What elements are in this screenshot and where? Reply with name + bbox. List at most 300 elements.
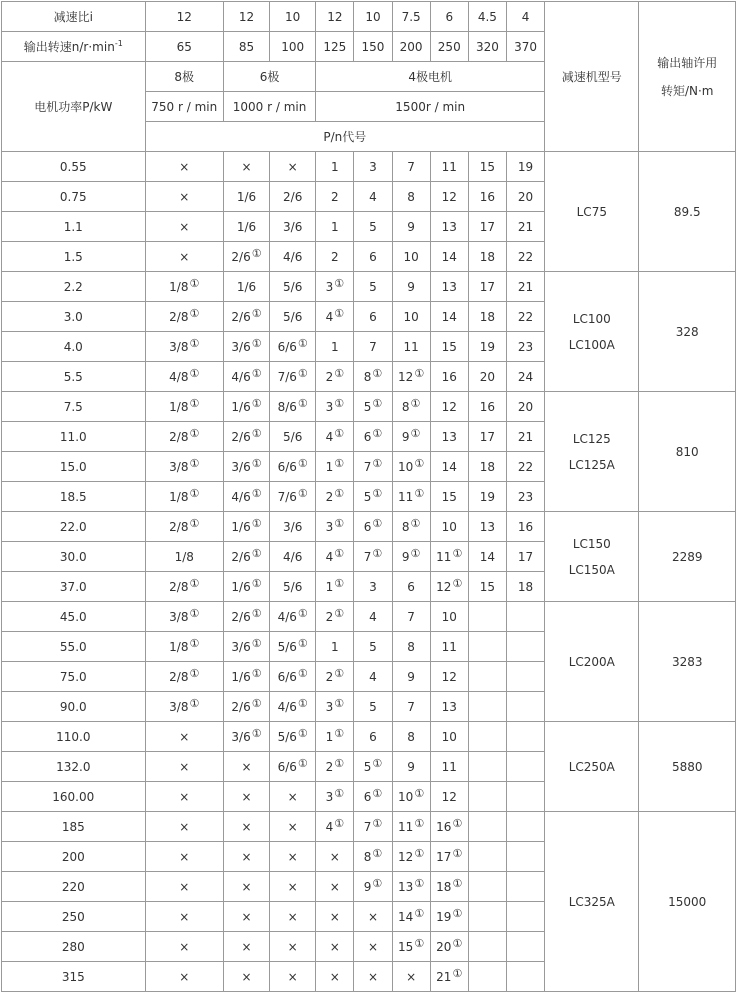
code-cell xyxy=(316,422,354,452)
code-cell xyxy=(270,362,316,392)
code-cell xyxy=(392,362,430,392)
code-value: 1 xyxy=(325,459,334,474)
footnote-mark: ① xyxy=(334,516,345,530)
code-cell xyxy=(145,512,223,542)
code-value: 12 xyxy=(398,369,414,384)
footnote-mark: ① xyxy=(189,696,200,710)
code-cell: × xyxy=(270,902,316,932)
power-cell: 132.0 xyxy=(2,752,146,782)
code-cell xyxy=(506,632,544,662)
table-body xyxy=(2,2,736,992)
speed-label xyxy=(2,32,146,62)
model-cell xyxy=(545,512,639,602)
code-cell xyxy=(506,902,544,932)
code-value: 2/8 xyxy=(169,309,189,324)
footnote-mark: ① xyxy=(297,606,308,620)
table-row xyxy=(2,812,736,842)
code-value: 6/6 xyxy=(277,759,297,774)
code-cell: 15 xyxy=(430,332,468,362)
code-cell xyxy=(354,452,392,482)
footnote-mark: ① xyxy=(189,396,200,410)
code-cell xyxy=(316,662,354,692)
code-cell: × xyxy=(145,962,223,992)
model-name: LC250A xyxy=(568,759,615,774)
code-cell xyxy=(468,962,506,992)
code-cell xyxy=(354,782,392,812)
code-cell xyxy=(506,932,544,962)
footnote-mark: ① xyxy=(189,516,200,530)
footnote-mark: ① xyxy=(189,336,200,350)
code-value: 2 xyxy=(325,609,334,624)
power-cell: 0.75 xyxy=(2,182,146,212)
code-cell: 6 xyxy=(354,242,392,272)
code-value: 12 xyxy=(398,849,414,864)
code-cell xyxy=(270,392,316,422)
code-cell: 5 xyxy=(354,632,392,662)
code-value: 4/6 xyxy=(277,699,297,714)
code-cell xyxy=(316,392,354,422)
code-cell xyxy=(270,692,316,722)
code-cell: 3/6 xyxy=(270,512,316,542)
code-cell: 18 xyxy=(468,242,506,272)
code-cell xyxy=(354,812,392,842)
code-value: 11 xyxy=(436,549,452,564)
code-value: 8 xyxy=(401,519,410,534)
code-cell: 10 xyxy=(430,512,468,542)
footnote-mark: ① xyxy=(251,306,262,320)
footnote-mark: ① xyxy=(452,546,463,560)
footnote-mark: ① xyxy=(334,666,345,680)
power-cell: 2.2 xyxy=(2,272,146,302)
code-value: 1/8 xyxy=(169,279,189,294)
code-cell xyxy=(354,392,392,422)
code-cell: 2 xyxy=(316,182,354,212)
code-cell: 4 xyxy=(354,662,392,692)
code-cell xyxy=(223,452,269,482)
code-cell: × xyxy=(145,212,223,242)
code-cell xyxy=(223,692,269,722)
model-cell xyxy=(545,272,639,392)
code-cell xyxy=(145,452,223,482)
code-value: 3 xyxy=(325,699,334,714)
code-cell xyxy=(506,722,544,752)
power-cell: 45.0 xyxy=(2,602,146,632)
code-value: 4 xyxy=(325,429,334,444)
code-value: 2/8 xyxy=(169,429,189,444)
code-cell: × xyxy=(354,962,392,992)
code-value: 4 xyxy=(325,549,334,564)
code-cell: × xyxy=(145,242,223,272)
code-value: 2/8 xyxy=(169,519,189,534)
code-cell xyxy=(223,332,269,362)
code-cell xyxy=(316,572,354,602)
code-cell: × xyxy=(270,782,316,812)
code-cell xyxy=(145,602,223,632)
power-label: 电机功率P/kW xyxy=(2,62,146,152)
code-cell: 17 xyxy=(468,212,506,242)
code-value: 11 xyxy=(398,489,414,504)
footnote-mark: ① xyxy=(297,396,308,410)
code-cell: × xyxy=(316,932,354,962)
code-value: 1/6 xyxy=(231,399,251,414)
code-cell: 19 xyxy=(468,332,506,362)
code-value: 3/8 xyxy=(169,339,189,354)
code-value: 1/8 xyxy=(169,489,189,504)
footnote-mark: ① xyxy=(251,636,262,650)
footnote-mark: ① xyxy=(334,696,345,710)
code-cell xyxy=(270,332,316,362)
code-cell: 13 xyxy=(430,212,468,242)
table-row xyxy=(2,272,736,302)
code-cell: 6 xyxy=(354,722,392,752)
code-cell xyxy=(316,452,354,482)
ratio-cell: 4 xyxy=(506,2,544,32)
code-cell: 7 xyxy=(354,332,392,362)
ratio-cell: 7.5 xyxy=(392,2,430,32)
code-cell xyxy=(145,392,223,422)
code-cell xyxy=(430,902,468,932)
code-cell xyxy=(270,632,316,662)
speed-cell: 370 xyxy=(506,32,544,62)
footnote-mark: ① xyxy=(189,636,200,650)
code-cell: 1/8 xyxy=(145,542,223,572)
code-value: 6 xyxy=(363,429,372,444)
footnote-mark: ① xyxy=(372,816,383,830)
footnote-mark: ① xyxy=(297,726,308,740)
code-cell: 4/6 xyxy=(270,542,316,572)
code-cell xyxy=(468,872,506,902)
code-value: 7/6 xyxy=(277,489,297,504)
power-cell: 4.0 xyxy=(2,332,146,362)
table-row xyxy=(2,512,736,542)
code-value: 3 xyxy=(325,279,334,294)
code-cell xyxy=(316,692,354,722)
code-cell xyxy=(468,722,506,752)
model-name: LC125 xyxy=(572,431,611,446)
footnote-mark: ① xyxy=(297,366,308,380)
model-name: LC200A xyxy=(568,654,615,669)
code-cell xyxy=(354,512,392,542)
ratio-cell: 10 xyxy=(270,2,316,32)
footnote-mark: ① xyxy=(251,246,262,260)
footnote-mark: ① xyxy=(452,966,463,980)
code-value: 3/8 xyxy=(169,609,189,624)
code-cell: × xyxy=(145,152,223,182)
footnote-mark: ① xyxy=(297,486,308,500)
code-cell xyxy=(145,692,223,722)
code-cell xyxy=(354,842,392,872)
model-cell xyxy=(545,152,639,272)
code-cell xyxy=(354,872,392,902)
code-value: 2/6 xyxy=(231,609,251,624)
table-row xyxy=(2,602,736,632)
code-cell: 11 xyxy=(392,332,430,362)
model-name: LC100A xyxy=(568,337,615,352)
code-value: 8 xyxy=(363,849,372,864)
ratio-cell: 6 xyxy=(430,2,468,32)
code-value: 2/6 xyxy=(231,429,251,444)
code-value: 16 xyxy=(436,819,452,834)
power-cell: 185 xyxy=(2,812,146,842)
code-cell: 14 xyxy=(430,302,468,332)
code-cell: × xyxy=(223,152,269,182)
speed-label-text: 输出转速n/r·min xyxy=(23,39,115,54)
code-cell: × xyxy=(223,812,269,842)
code-cell: 1 xyxy=(316,332,354,362)
torque-cell: 2289 xyxy=(639,512,736,602)
code-cell xyxy=(145,362,223,392)
code-value: 2/6 xyxy=(231,549,251,564)
footnote-mark: ① xyxy=(297,636,308,650)
model-name: LC125A xyxy=(568,457,615,472)
code-cell xyxy=(145,332,223,362)
footnote-mark: ① xyxy=(414,816,425,830)
code-cell xyxy=(392,932,430,962)
code-cell: 5/6 xyxy=(270,302,316,332)
code-cell: × xyxy=(145,812,223,842)
code-value: 2/6 xyxy=(231,699,251,714)
footnote-mark: ① xyxy=(414,846,425,860)
power-cell: 15.0 xyxy=(2,452,146,482)
code-cell xyxy=(392,422,430,452)
footnote-mark: ① xyxy=(372,426,383,440)
footnote-mark: ① xyxy=(452,576,463,590)
power-cell: 22.0 xyxy=(2,512,146,542)
power-cell: 200 xyxy=(2,842,146,872)
torque-cell: 3283 xyxy=(639,602,736,722)
code-cell: 11 xyxy=(430,752,468,782)
code-cell: 23 xyxy=(506,482,544,512)
code-cell xyxy=(316,542,354,572)
code-value: 6/6 xyxy=(277,459,297,474)
code-cell xyxy=(354,362,392,392)
code-cell xyxy=(223,632,269,662)
code-cell: 21 xyxy=(506,212,544,242)
footnote-mark: ① xyxy=(251,576,262,590)
code-value: 10 xyxy=(398,459,414,474)
code-cell: × xyxy=(270,842,316,872)
code-cell xyxy=(270,602,316,632)
speed-cell: 100 xyxy=(270,32,316,62)
code-cell: 7 xyxy=(392,692,430,722)
code-cell xyxy=(430,542,468,572)
code-cell: 18 xyxy=(468,302,506,332)
code-value: 12 xyxy=(436,579,452,594)
code-value: 3 xyxy=(325,399,334,414)
code-cell xyxy=(392,452,430,482)
code-cell: × xyxy=(145,782,223,812)
code-cell xyxy=(468,782,506,812)
code-cell: 11 xyxy=(430,152,468,182)
model-name: LC150A xyxy=(568,562,615,577)
code-cell: × xyxy=(223,902,269,932)
footnote-mark: ① xyxy=(372,846,383,860)
code-cell: 21 xyxy=(506,272,544,302)
code-cell xyxy=(392,842,430,872)
code-cell: 2/6 xyxy=(270,182,316,212)
code-cell: 16 xyxy=(468,182,506,212)
code-cell: 14 xyxy=(430,452,468,482)
code-value: 1/8 xyxy=(169,399,189,414)
power-cell: 250 xyxy=(2,902,146,932)
power-cell: 1.5 xyxy=(2,242,146,272)
code-value: 2 xyxy=(325,759,334,774)
footnote-mark: ① xyxy=(334,786,345,800)
code-cell xyxy=(316,272,354,302)
code-cell: × xyxy=(316,902,354,932)
code-cell xyxy=(468,602,506,632)
code-value: 2/8 xyxy=(169,669,189,684)
code-cell: 3 xyxy=(354,152,392,182)
footnote-mark: ① xyxy=(251,726,262,740)
code-value: 2/6 xyxy=(231,309,251,324)
code-cell xyxy=(316,302,354,332)
code-cell: 3 xyxy=(354,572,392,602)
speed-cell: 85 xyxy=(223,32,269,62)
code-cell: 11 xyxy=(430,632,468,662)
footnote-mark: ① xyxy=(372,366,383,380)
code-cell xyxy=(223,602,269,632)
code-cell: 24 xyxy=(506,362,544,392)
code-cell: × xyxy=(316,962,354,992)
pn-code: P/n代号 xyxy=(145,122,545,152)
torque-header-line2: 转矩/N·m xyxy=(660,83,714,98)
code-cell xyxy=(223,482,269,512)
footnote-mark: ① xyxy=(410,426,421,440)
code-cell: 6 xyxy=(354,302,392,332)
code-cell xyxy=(316,602,354,632)
code-cell xyxy=(430,872,468,902)
footnote-mark: ① xyxy=(414,366,425,380)
code-value: 3/8 xyxy=(169,699,189,714)
code-cell: 1 xyxy=(316,632,354,662)
pole-8: 8极 xyxy=(145,62,223,92)
reducer-selection-table xyxy=(1,1,736,992)
code-value: 6 xyxy=(363,789,372,804)
code-cell: 22 xyxy=(506,452,544,482)
footnote-mark: ① xyxy=(189,276,200,290)
code-cell: 9 xyxy=(392,752,430,782)
code-cell: 15 xyxy=(468,572,506,602)
code-cell: 10 xyxy=(392,242,430,272)
code-cell xyxy=(392,782,430,812)
code-cell xyxy=(468,842,506,872)
footnote-mark: ① xyxy=(452,906,463,920)
footnote-mark: ① xyxy=(251,516,262,530)
code-cell: 9 xyxy=(392,212,430,242)
code-cell xyxy=(223,422,269,452)
code-cell: 5 xyxy=(354,692,392,722)
pole-4: 4极电机 xyxy=(316,62,545,92)
code-cell: 15 xyxy=(430,482,468,512)
code-cell: 12 xyxy=(430,392,468,422)
footnote-mark: ① xyxy=(251,366,262,380)
footnote-mark: ① xyxy=(414,936,425,950)
code-value: 5 xyxy=(363,489,372,504)
code-cell: × xyxy=(316,872,354,902)
code-cell: × xyxy=(223,962,269,992)
code-cell: 18 xyxy=(506,572,544,602)
code-cell: × xyxy=(145,902,223,932)
model-name: LC100 xyxy=(572,311,611,326)
code-cell xyxy=(354,482,392,512)
code-value: 3/8 xyxy=(169,459,189,474)
code-cell: 20 xyxy=(468,362,506,392)
code-cell: 1/6 xyxy=(223,212,269,242)
footnote-mark: ① xyxy=(372,876,383,890)
footnote-mark: ① xyxy=(251,696,262,710)
code-value: 6/6 xyxy=(277,339,297,354)
code-cell: × xyxy=(145,752,223,782)
code-cell xyxy=(468,662,506,692)
power-cell: 0.55 xyxy=(2,152,146,182)
code-cell xyxy=(223,242,269,272)
code-value: 8/6 xyxy=(277,399,297,414)
code-value: 1 xyxy=(325,729,334,744)
code-cell xyxy=(506,782,544,812)
code-cell xyxy=(468,902,506,932)
code-cell: 17 xyxy=(468,272,506,302)
model-name: LC75 xyxy=(576,204,607,219)
footnote-mark: ① xyxy=(189,306,200,320)
code-value: 3/6 xyxy=(231,459,251,474)
rpm-8: 750 r / min xyxy=(145,92,223,122)
footnote-mark: ① xyxy=(189,576,200,590)
footnote-mark: ① xyxy=(334,456,345,470)
code-cell: 12 xyxy=(430,182,468,212)
code-cell xyxy=(468,692,506,722)
torque-cell: 5880 xyxy=(639,722,736,812)
code-value: 5/6 xyxy=(277,729,297,744)
code-cell: × xyxy=(270,152,316,182)
code-cell xyxy=(392,542,430,572)
footnote-mark: ① xyxy=(334,306,345,320)
ratio-cell: 10 xyxy=(354,2,392,32)
code-cell xyxy=(223,722,269,752)
code-cell: × xyxy=(270,872,316,902)
code-value: 5 xyxy=(363,399,372,414)
code-cell: 12 xyxy=(430,782,468,812)
code-cell xyxy=(430,572,468,602)
footnote-mark: ① xyxy=(414,486,425,500)
code-value: 2/8 xyxy=(169,579,189,594)
speed-label-exponent: -1 xyxy=(114,38,123,48)
code-cell: 22 xyxy=(506,302,544,332)
code-cell xyxy=(316,512,354,542)
footnote-mark: ① xyxy=(334,276,345,290)
code-value: 21 xyxy=(436,969,452,984)
footnote-mark: ① xyxy=(189,606,200,620)
footnote-mark: ① xyxy=(452,816,463,830)
code-value: 8 xyxy=(363,369,372,384)
code-value: 4 xyxy=(325,819,334,834)
code-cell: × xyxy=(223,752,269,782)
code-cell: × xyxy=(270,932,316,962)
code-cell xyxy=(270,722,316,752)
code-cell xyxy=(506,692,544,722)
code-value: 5/6 xyxy=(277,639,297,654)
footnote-mark: ① xyxy=(414,876,425,890)
code-value: 4/6 xyxy=(277,609,297,624)
code-value: 1 xyxy=(325,579,334,594)
code-cell: × xyxy=(354,902,392,932)
footnote-mark: ① xyxy=(334,396,345,410)
torque-cell: 328 xyxy=(639,272,736,392)
code-cell: 19 xyxy=(506,152,544,182)
code-cell xyxy=(430,932,468,962)
code-cell: × xyxy=(223,782,269,812)
code-value: 4/8 xyxy=(169,369,189,384)
